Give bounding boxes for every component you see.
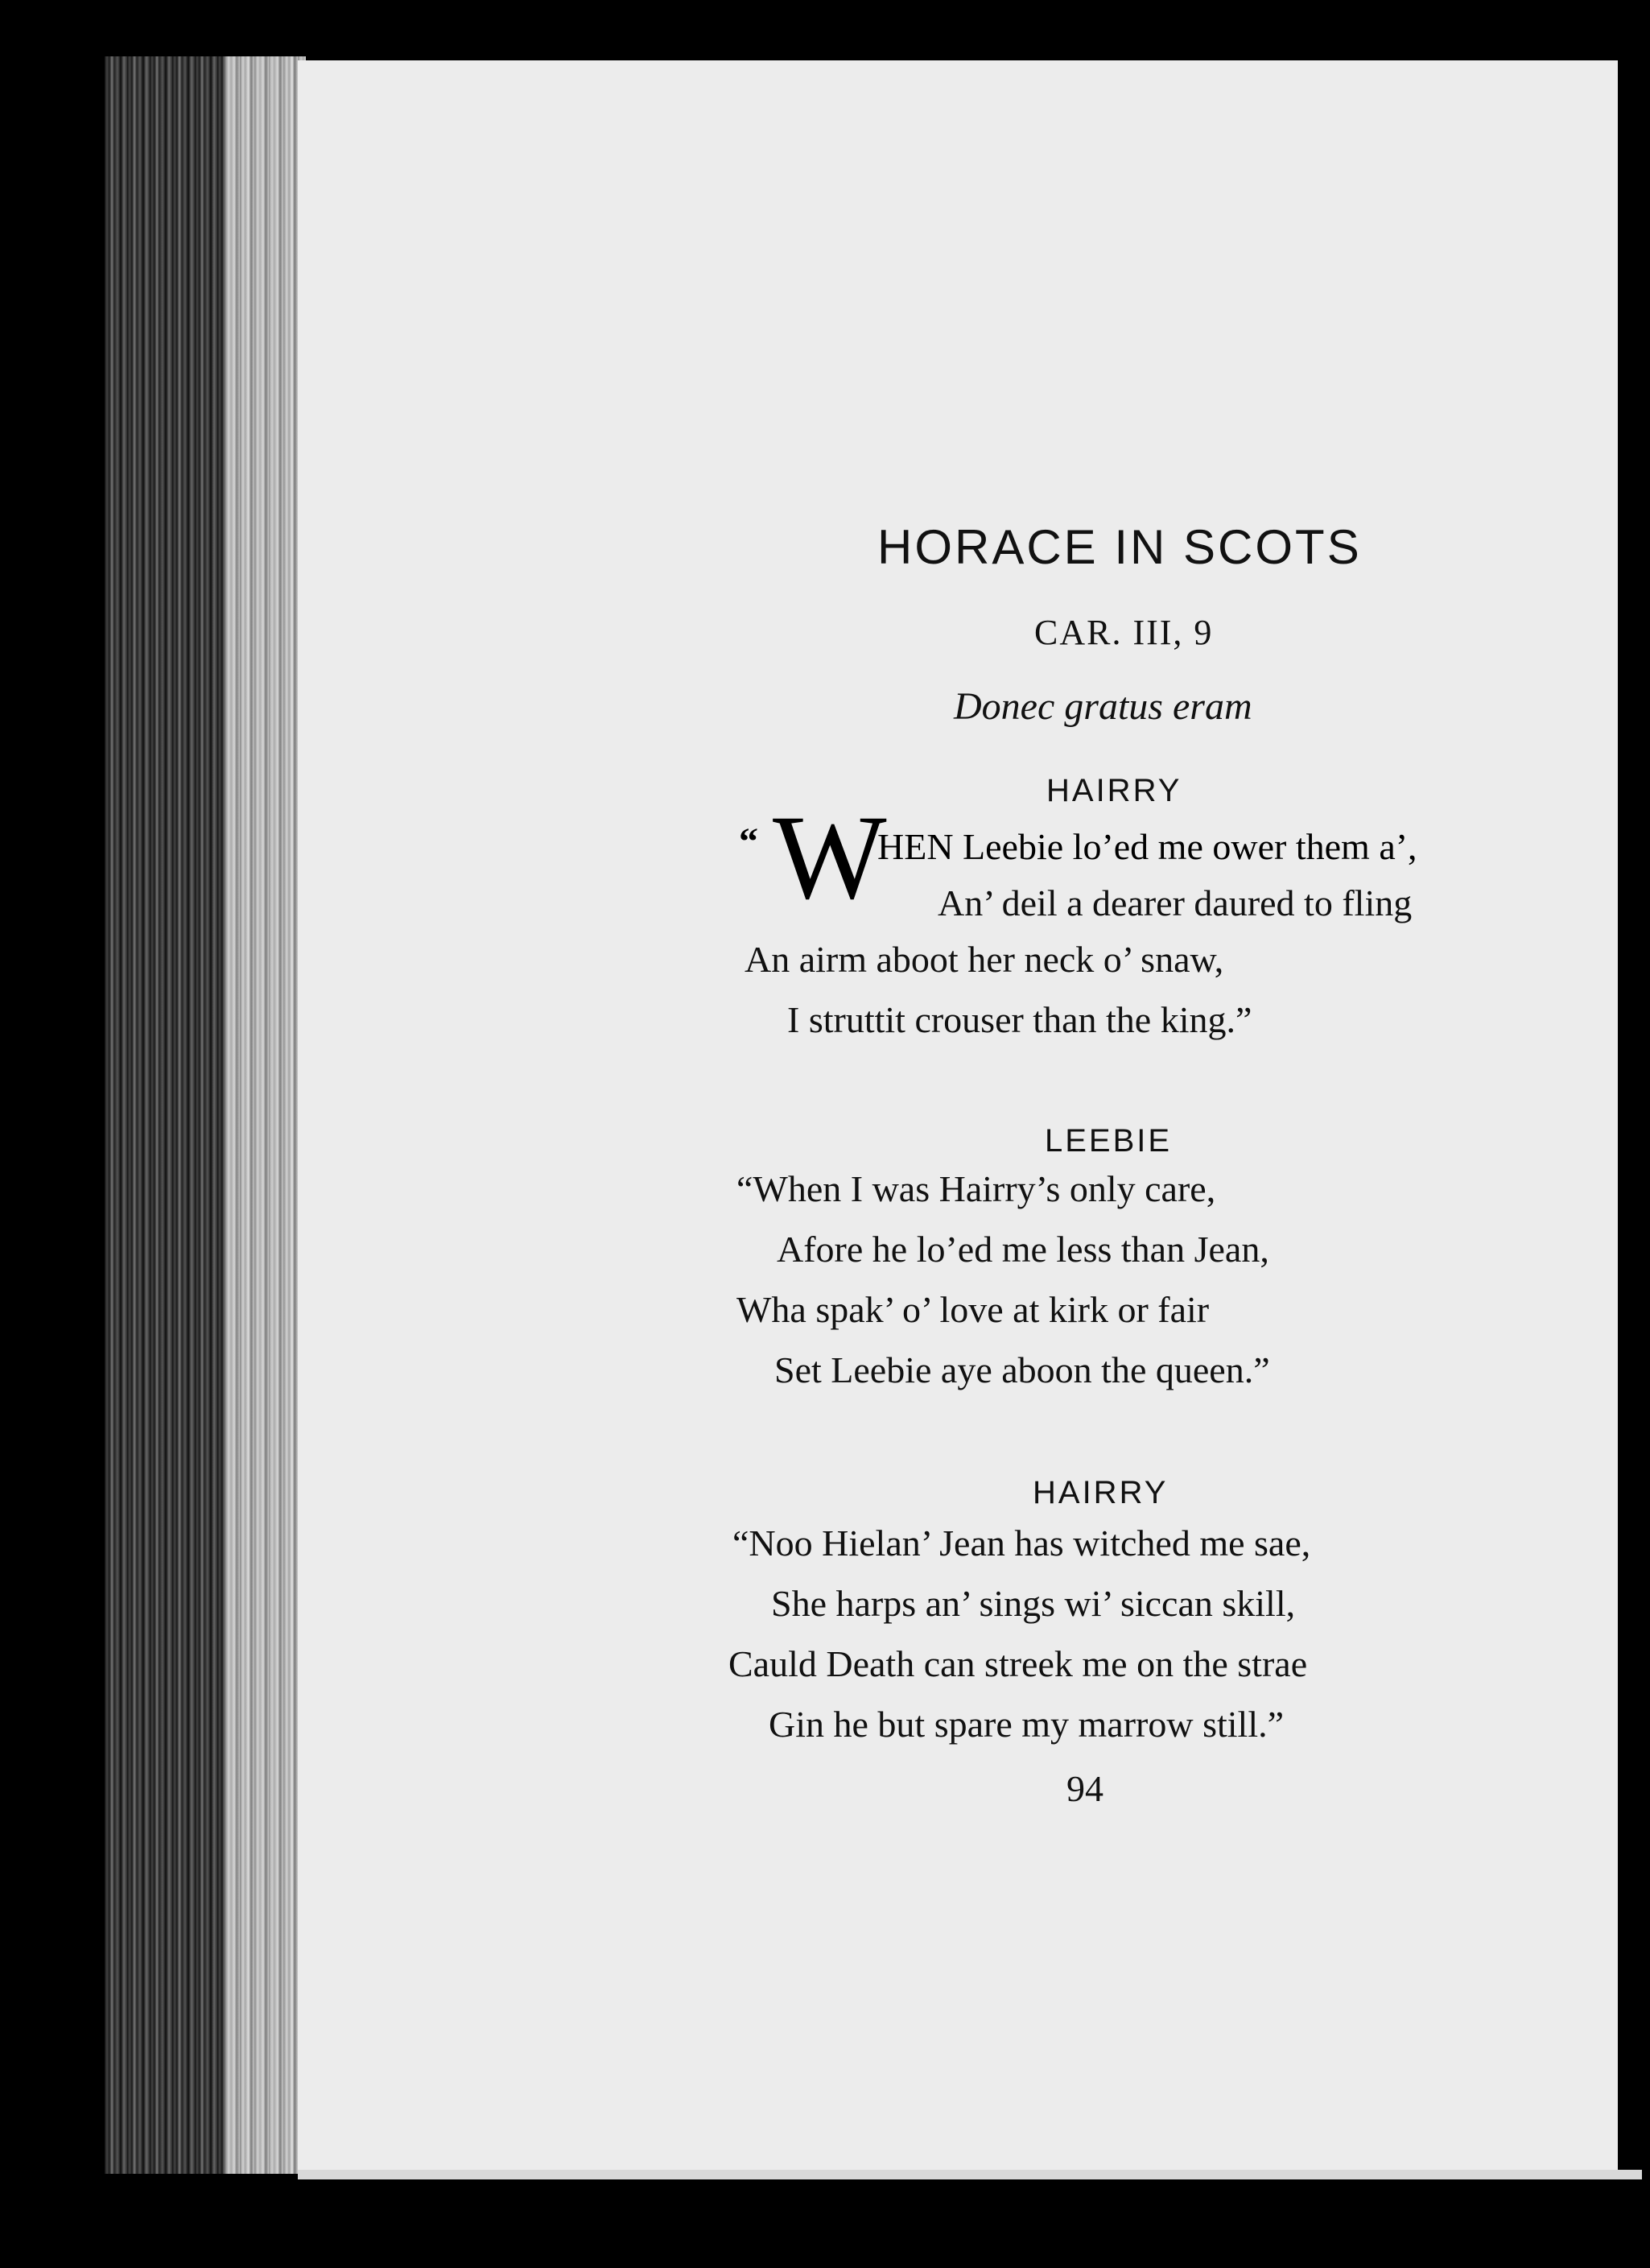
poem-line: She harps an’ sings wi’ siccan skill, [771, 1583, 1296, 1624]
page-bottom-edge [298, 2170, 1642, 2179]
poem-line: An’ deil a dearer daured to fling [938, 882, 1413, 923]
latin-epigraph: Donec gratus eram [954, 685, 1252, 728]
poem-line: HEN Leebie lo’ed me ower them a’, [877, 826, 1417, 867]
speaker-label: HAIRRY [1046, 773, 1182, 808]
page-title: HORACE IN SCOTS [877, 520, 1362, 574]
poem-reference: CAR. III, 9 [1034, 613, 1214, 652]
page-number: 94 [1066, 1768, 1103, 1809]
poem-line: Afore he lo’ed me less than Jean, [777, 1229, 1269, 1270]
poem-line: I struttit crouser than the king.” [787, 999, 1252, 1040]
poem-line: Cauld Death can streek me on the strae [728, 1643, 1308, 1684]
poem-line: Set Leebie aye aboon the queen.” [774, 1349, 1270, 1390]
poem-line: Wha spak’ o’ love at kirk or fair [736, 1289, 1210, 1330]
book-page [298, 60, 1618, 2170]
poem-line: “When I was Hairry’s only care, [736, 1168, 1216, 1209]
speaker-label: HAIRRY [1033, 1475, 1169, 1510]
speaker-label: LEEBIE [1045, 1123, 1173, 1159]
drop-cap: W [773, 791, 887, 924]
opening-quote: “ [739, 820, 758, 863]
poem-line: An airm aboot her neck o’ snaw, [745, 939, 1224, 980]
poem-line: “Noo Hielan’ Jean has witched me sae, [732, 1522, 1311, 1564]
book-page-edges-light [225, 56, 306, 2174]
poem-line: Gin he but spare my marrow still.” [769, 1704, 1285, 1745]
